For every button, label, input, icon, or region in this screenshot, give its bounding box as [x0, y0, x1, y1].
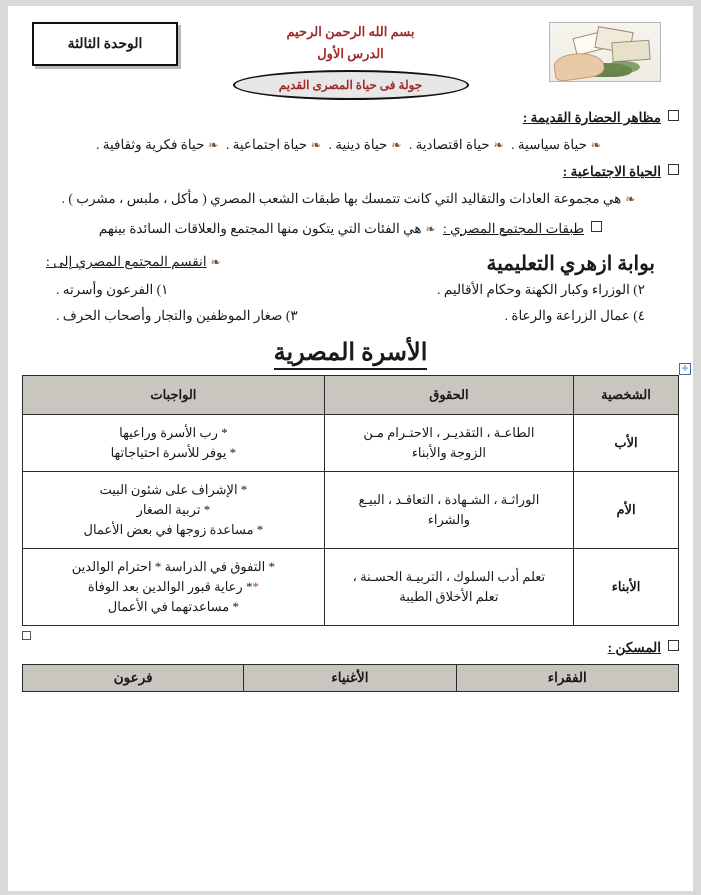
square-bullet-icon: [668, 110, 679, 121]
row-duties: [23, 548, 325, 625]
division-row: [46, 249, 655, 276]
duty-line: * رب الأسرة وراعيها: [119, 424, 228, 440]
classes-row: [22, 219, 679, 239]
row-person: الأم: [574, 471, 679, 548]
duty-line: * مساعدة زوجها في بعض الأعمال: [83, 521, 264, 537]
housing-cell: الفقراء: [456, 664, 678, 691]
duty-line: * مساعدتهما في الأعمال: [107, 598, 239, 614]
document-header: [22, 14, 679, 110]
housing-cell: فرعون: [23, 664, 244, 691]
hand-shape: [552, 50, 605, 82]
flower-bullet-icon: ❧: [391, 138, 402, 152]
table-header-duties: الواجبات: [23, 375, 325, 414]
classes-heading: طبقات المجتمع المصري :: [442, 220, 585, 236]
basmala-text: بسم الله الرحمن الرحيم: [286, 24, 415, 39]
scrolls-and-hand-illustration: [549, 22, 661, 82]
unit-title-box: الوحدة الثالثة: [32, 22, 178, 66]
row-duties: [23, 414, 325, 471]
family-table: [22, 375, 679, 626]
duty-line: [31, 579, 316, 595]
table-header-person: الشخصية: [574, 375, 679, 414]
aspect-item: حياة دينية .: [328, 137, 388, 152]
rights-line: الطاعـة ، التقديـر ، الاحتـرام مـن: [363, 424, 535, 440]
table-row: [23, 548, 679, 625]
division-lead-row: [46, 254, 225, 270]
aspect-item: حياة سياسية .: [511, 137, 587, 152]
division-item: ٢) الوزراء وكبار الكهنة وحكام الأقاليم .: [437, 281, 645, 297]
housing-heading-row: [22, 640, 679, 656]
flower-bullet-icon: ❧: [625, 192, 636, 207]
division-item: ٣) صغار الموظفين والتجار وأصحاب الحرف .: [56, 307, 298, 323]
family-section-title: [22, 338, 679, 367]
square-bullet-icon: [668, 164, 679, 175]
division-item: ١) الفرعون وأسرته .: [56, 281, 169, 297]
table-resize-handle-icon[interactable]: [22, 631, 31, 640]
flower-bullet-icon: ❧: [210, 255, 221, 270]
flower-bullet-icon: ❧: [493, 138, 504, 152]
duty-line: * يوفر للأسرة احتياجاتها: [110, 444, 237, 460]
table-row: [23, 471, 679, 548]
duty-line: * التفوق في الدراسة * احترام الوالدين: [71, 558, 275, 574]
row-person: الأبناء: [574, 548, 679, 625]
flower-bullet-icon: ❧: [208, 138, 219, 152]
table-row: [23, 414, 679, 471]
duty-line-text: * رعاية قبور الوالدين بعد الوفاة: [87, 578, 253, 594]
rights-line: والشراء: [427, 511, 471, 527]
row-rights: [324, 471, 573, 548]
aspect-item: حياة اقتصادية .: [408, 137, 490, 152]
rights-line: تعلم أدب السلوك ، التربيـة الحسـنة ،: [352, 568, 546, 584]
row-rights: [324, 548, 573, 625]
rights-line: الزوجة والأبناء: [411, 444, 487, 460]
leaf-shape: [606, 61, 640, 73]
social-definition-row: [22, 189, 679, 209]
division-item: ٤) عمال الزراعة والرعاة .: [504, 307, 645, 323]
row-duties: [23, 471, 325, 548]
duty-line: * الإشراف على شئون البيت: [99, 481, 248, 497]
brand-watermark: بوابة ازهري التعليمية: [486, 252, 655, 275]
housing-heading: المسكن :: [607, 639, 661, 655]
social-heading-row: [22, 164, 679, 180]
family-section-title-text: الأسرة المصرية: [274, 340, 428, 370]
flower-bullet-icon: ❧: [311, 138, 322, 152]
rights-line: تعلم الأخلاق الطيبة: [399, 588, 499, 604]
housing-table: [22, 664, 679, 692]
square-bullet-icon: [668, 640, 679, 651]
classes-definition: هي الفئات التي يتكون منها المجتمع والعلاقات السائدة بينهم: [98, 220, 422, 236]
table-header-row: [23, 375, 679, 414]
social-heading: الحياة الاجتماعية :: [562, 164, 661, 180]
lesson-title: الدرس الأول: [317, 46, 384, 61]
division-items-row-2: [56, 308, 645, 324]
aspects-list: [22, 135, 679, 155]
aspect-item: حياة فكرية وثقافية .: [95, 137, 205, 152]
housing-row: [23, 664, 679, 691]
scroll-shape: [611, 40, 650, 63]
red-asterisk-icon: *: [252, 578, 259, 594]
rights-line: الوراثـة ، الشـهادة ، التعاقـد ، البيـع: [358, 491, 540, 507]
lesson-subject-oval: جولة فى حياة المصرى القديم: [233, 70, 469, 100]
aspects-heading: مظاهر الحضارة القديمة :: [522, 110, 661, 125]
division-lead: انقسم المجتمع المصري إلى :: [46, 254, 207, 270]
housing-cell: الأغنياء: [244, 664, 456, 691]
aspect-item: حياة اجتماعية .: [225, 137, 308, 152]
square-bullet-icon: [591, 221, 602, 232]
flower-bullet-icon: ❧: [425, 221, 436, 236]
family-table-wrap: [22, 363, 689, 626]
row-person: الأب: [574, 414, 679, 471]
row-rights: [324, 414, 573, 471]
division-items-row-1: [56, 282, 645, 298]
aspects-heading-row: [22, 110, 679, 126]
social-definition: هي مجموعة العادات والتقاليد التي كانت تتمسك بها طبقات الشعب المصري ( مأكل ، ملبس ، مشرب ) .: [61, 191, 622, 207]
table-header-rights: الحقوق: [324, 375, 573, 414]
duty-line: * تربية الصغار: [136, 501, 211, 517]
table-move-handle-icon[interactable]: ✛: [679, 363, 691, 375]
flower-bullet-icon: ❧: [590, 138, 602, 152]
document-page: [8, 6, 693, 891]
